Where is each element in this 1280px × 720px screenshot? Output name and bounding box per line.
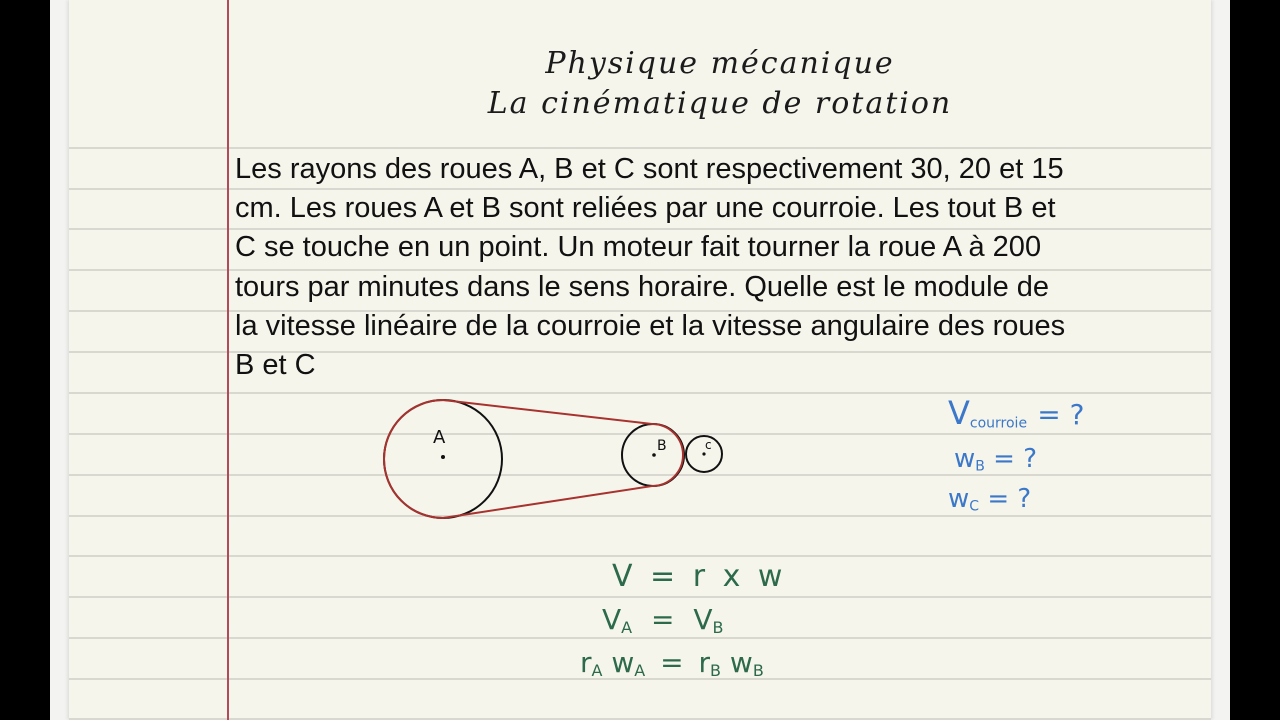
belt: [384, 400, 683, 518]
symbol: w: [948, 484, 970, 514]
symbol: V: [602, 603, 622, 636]
equation-v-rw: V = r x w: [612, 559, 787, 594]
wheel-c: [686, 436, 722, 472]
problem-line: C se touche en un point. Un moteur fait tourner la roue A à 200: [235, 231, 1042, 264]
symbol: V: [693, 603, 713, 636]
label-c: c: [705, 438, 712, 452]
rhs: = ?: [987, 484, 1032, 514]
unknown-w-b: [954, 444, 1037, 475]
unknown-w-c: [948, 484, 1031, 515]
symbol: r: [698, 646, 711, 679]
subscript: B: [752, 661, 764, 680]
subscript: A: [634, 661, 646, 680]
problem-line: B et C: [235, 348, 316, 381]
problem-line: la vitesse linéaire de la courroie et la vitesse angulaire des roues: [235, 309, 1066, 342]
equation-ra-wa-rb-wb: [580, 646, 764, 680]
symbol: w: [611, 646, 635, 679]
subscript: B: [975, 458, 985, 475]
subscript: B: [710, 661, 722, 680]
subscript: A: [591, 661, 603, 680]
problem-line: Les rayons des roues A, B et C sont respectivement 30, 20 et 15: [235, 153, 1064, 185]
symbol: r: [580, 646, 592, 679]
equation-va-vb: [602, 603, 724, 637]
problem-line: tours par minutes dans le sens horaire. Quelle est le module de: [235, 270, 1050, 303]
symbol: w: [729, 646, 753, 679]
page-title: Physique mécanique: [545, 46, 895, 81]
label-a: A: [433, 427, 446, 448]
subscript: courroie: [969, 415, 1028, 432]
subscript: B: [712, 618, 724, 637]
subscript: A: [621, 618, 633, 637]
subscript: C: [969, 498, 980, 515]
equals: =: [651, 603, 675, 636]
problem-line: cm. Les roues A et B sont reliées par une courroie. Les tout B et: [235, 192, 1056, 225]
rhs: = ?: [1037, 398, 1085, 431]
label-b: B: [657, 438, 667, 454]
equals: =: [660, 646, 684, 679]
rhs: = ?: [993, 444, 1037, 474]
symbol: V: [948, 394, 970, 432]
symbol: w: [954, 444, 976, 474]
unknown-v-courroie: [948, 394, 1084, 432]
page-subtitle: La cinématique de rotation: [487, 86, 953, 121]
